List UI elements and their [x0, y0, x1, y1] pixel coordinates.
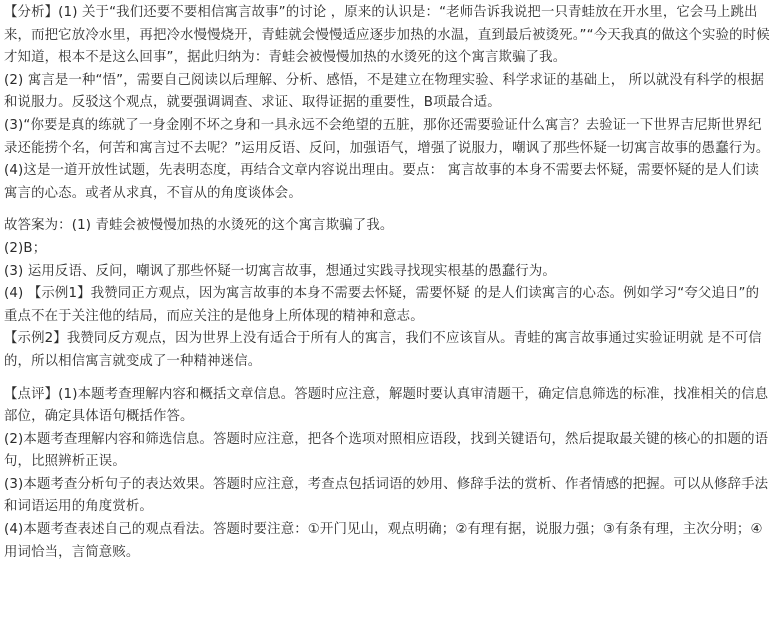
- comment-item-3: (3)本题考查分析句子的表达效果。答题时应注意，考查点包括词语的妙用、修辞手法的赏析、作者情感的把握。可以从修辞手法和词语运用的角度赏析。: [4, 476, 769, 515]
- comment-item-1: 【点评】(1)本题考查理解内容和概括文章信息。答题时应注意，解题时要认真审清题干，确定信息筛选的标准，找准相关的信息部位，确定具体语句概括作答。: [4, 386, 769, 425]
- answer-example-2: 【示例2】我赞同反方观点，因为世界上没有适合于所有人的寓言，我们不应该盲从。青蛙的寓言故事通过实验证明就 是不可信的，所以相信寓言就变成了一种精神迷信。: [4, 331, 762, 369]
- analysis-item-4: (4)这是一道开放性试题，先表明态度，再结合文章内容说出理由。要点： 寓言故事的本身不需要去怀疑，需要怀疑的是人们读寓言的心态。或者从求真，不盲从的角度谈体会。: [4, 163, 760, 201]
- analysis-item-2: (2) 寓言是一种“悟”，需要自己阅读以后理解、分析、感悟，不是建立在物理实验、科学求证的基础上， 所以就没有科学的根据和说服力。反驳这个观点，就要强调调查、求证、取得证据的重要性，B项最合适。: [4, 72, 765, 111]
- answer-item-1: 故答案为：(1) 青蛙会被慢慢加热的水烫死的这个寓言欺骗了我。: [4, 218, 394, 234]
- comment-item-4: (4)本题考查表述自己的观点看法。答题时要注意：①开门见山，观点明确；②有理有据，说服力强；③有条有理，主次分明；④用词恰当，言简意赅。: [4, 522, 763, 560]
- analysis-item-3: (3)“你要是真的练就了一身金刚不坏之身和一具永远不会绝望的五脏，那你还需要验证什么寓言？去验证一下世界吉尼斯世界纪录还能捞个名，何苦和寓言过不去呢？”运用反语、反问，加强语气，增强了说服力，嘲讽了那些怀疑一切寓言故事的愚蠢行为。: [4, 117, 770, 156]
- answer-item-3: (3) 运用反语、反问，嘲讽了那些怀疑一切寓言故事，想通过实践寻找现实根基的愚蠢行为。: [4, 263, 556, 279]
- answer-item-2: (2)B；: [4, 240, 47, 256]
- answer-item-4: (4) 【示例1】我赞同正方观点，因为寓言故事的本身不需要去怀疑，需要怀疑 的是人们读寓言的心态。例如学习“夸父追日”的重点不在于关注他的结局，而应关注的是他身上所体现的精神和意志。: [4, 286, 760, 324]
- comment-item-2: (2)本题考查理解内容和筛选信息。答题时应注意，把各个选项对照相应语段，找到关键语句，然后提取最关键的核心的扣题的语句，比照辨析正误。: [4, 431, 769, 470]
- analysis-item-1: 【分析】(1) 关于“我们还要不要相信寓言故事”的讨论 ，原来的认识是：“老师告诉我说把一只青蛙放在开水里，它会马上跳出来，而把它放冷水里，再把冷水慢慢烧开，青蛙就会慢慢适应逐步加热的水温，直到最后被烫死。”“今天我真的做这个实验的时候才知道，根本不是这么回事”，据此归纳为：青蛙会被慢慢加热的水烫死的这个寓言欺骗了我。: [4, 5, 770, 66]
- answer-section: [4, 215, 772, 373]
- analysis-section: [4, 0, 772, 205]
- comment-section: [4, 384, 772, 565]
